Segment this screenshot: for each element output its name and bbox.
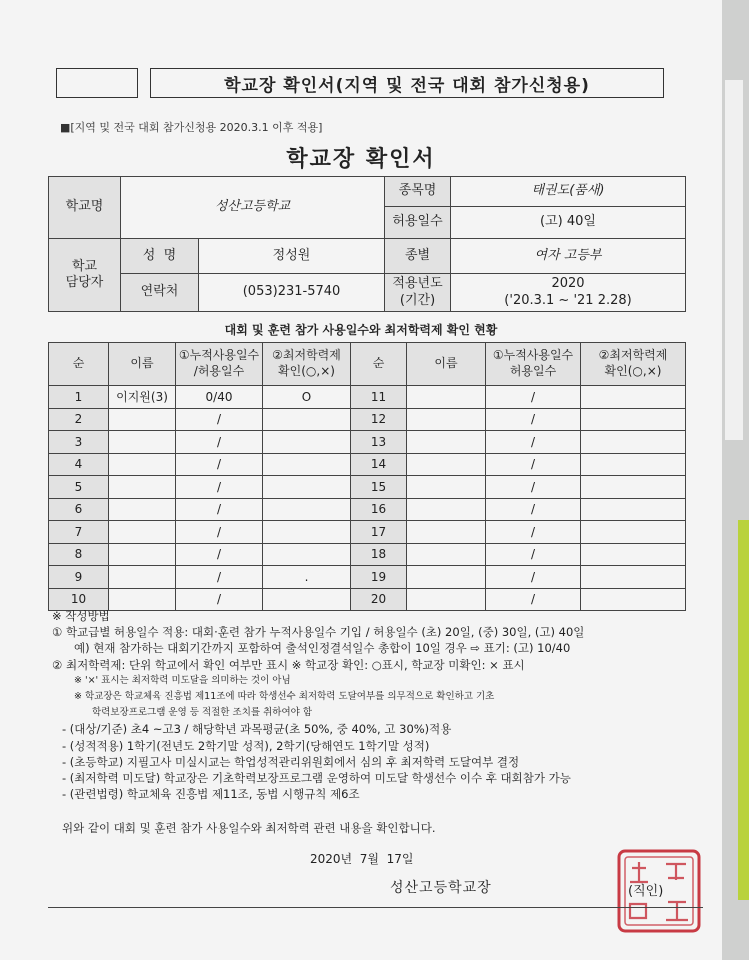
usage-days: / bbox=[176, 543, 263, 566]
student-name bbox=[109, 566, 176, 589]
academic-check: . bbox=[263, 566, 351, 589]
col-check-right-line2: 확인(○,×) bbox=[604, 364, 662, 378]
principal-signature: 성산고등학교장 bbox=[390, 880, 492, 896]
student-name bbox=[407, 498, 486, 521]
col-check-right-line1: ②최저학력제 bbox=[598, 348, 668, 363]
row-number: 19 bbox=[351, 566, 407, 589]
academic-check: O bbox=[263, 386, 351, 409]
row-number: 4 bbox=[49, 453, 109, 476]
student-name bbox=[407, 408, 486, 431]
note-7: - (초등학교) 지필고사 미실시교는 학업성적관리위원회에서 심의 후 최저학력 도달여부 결정 bbox=[62, 754, 520, 769]
col-usage-left bbox=[176, 343, 263, 386]
year-value bbox=[451, 274, 686, 312]
row-number: 3 bbox=[49, 431, 109, 454]
table-row bbox=[49, 543, 686, 566]
academic-check bbox=[581, 386, 686, 409]
note-1a: ① 학교급별 허용일수 적용: 대회·훈련 참가 누적사용일수 기입 / 허용일수 (초) 20일, (중) 30일, (고) 40일 bbox=[52, 625, 585, 640]
usage-days: / bbox=[176, 566, 263, 589]
usage-days: / bbox=[486, 498, 581, 521]
banner-title: 학교장 확인서(지역 및 전국 대회 참가신청용) bbox=[150, 68, 664, 98]
confirmation-text: 위와 같이 대회 및 훈련 참가 사용일수와 최저학력 관련 내용을 확인합니다. bbox=[62, 821, 436, 835]
school-name-value: 성산고등학교 bbox=[121, 177, 385, 239]
year-label-line2: (기간) bbox=[399, 292, 436, 308]
contact-label-line2: 담당자 bbox=[65, 275, 104, 290]
year-label bbox=[385, 274, 451, 312]
usage-days: / bbox=[486, 543, 581, 566]
note-9: - (관련법령) 학교체육 진흥법 제11조, 동법 시행규칙 제6조 bbox=[62, 787, 360, 802]
usage-days: / bbox=[486, 431, 581, 454]
usage-days: / bbox=[486, 521, 581, 544]
academic-check bbox=[581, 431, 686, 454]
issue-date: 2020년 7월 17일 bbox=[310, 852, 414, 866]
col-usage-right-line1: ①누적사용일수 bbox=[492, 348, 574, 363]
table-row bbox=[49, 431, 686, 454]
row-number: 9 bbox=[49, 566, 109, 589]
row-number: 12 bbox=[351, 408, 407, 431]
student-name bbox=[109, 498, 176, 521]
page-edge-white bbox=[725, 80, 743, 440]
usage-days: 0/40 bbox=[176, 386, 263, 409]
academic-check bbox=[263, 498, 351, 521]
col-usage-right bbox=[486, 343, 581, 386]
row-number: 17 bbox=[351, 521, 407, 544]
student-name bbox=[407, 453, 486, 476]
event-label: 종목명 bbox=[385, 177, 451, 207]
note-3: ※ '×' 표시는 최저학력 미도달을 의미하는 것이 아님 bbox=[74, 674, 291, 686]
row-number: 8 bbox=[49, 543, 109, 566]
col-name-right: 이름 bbox=[407, 343, 486, 386]
academic-check bbox=[581, 476, 686, 499]
row-number: 20 bbox=[351, 588, 407, 611]
seal-label: (직인) bbox=[628, 884, 664, 899]
usage-days: / bbox=[176, 498, 263, 521]
student-name bbox=[407, 543, 486, 566]
student-name bbox=[109, 476, 176, 499]
usage-days: / bbox=[176, 431, 263, 454]
student-name bbox=[407, 386, 486, 409]
col-usage-right-line2: 허용일수 bbox=[509, 364, 557, 378]
student-name bbox=[407, 476, 486, 499]
category-label: 종별 bbox=[385, 239, 451, 274]
row-number: 5 bbox=[49, 476, 109, 499]
academic-check bbox=[581, 408, 686, 431]
usage-days: / bbox=[176, 476, 263, 499]
phone-label: 연락처 bbox=[121, 274, 199, 312]
col-no-left: 순 bbox=[49, 343, 109, 386]
col-check-left-line1: ②최저학력제 bbox=[272, 348, 341, 363]
year-value-line1: 2020 bbox=[551, 276, 585, 292]
school-info-table bbox=[48, 176, 686, 312]
col-name-left: 이름 bbox=[109, 343, 176, 386]
academic-check bbox=[581, 453, 686, 476]
usage-days: / bbox=[486, 408, 581, 431]
note-2: ② 최저학력제: 단위 학교에서 확인 여부만 표시 ※ 학교장 확인: ○표시, 학교장 미확인: × 표시 bbox=[52, 657, 525, 672]
academic-check bbox=[581, 543, 686, 566]
student-name: 이지원(3) bbox=[109, 386, 176, 409]
participation-table bbox=[48, 342, 686, 611]
applicability-note: ■[지역 및 전국 대회 참가신청용 2020.3.1 이후 적용] bbox=[60, 121, 323, 134]
student-name bbox=[407, 566, 486, 589]
usage-days: / bbox=[176, 588, 263, 611]
col-check-left bbox=[263, 343, 351, 386]
event-value: 태권도(품새) bbox=[451, 177, 686, 207]
usage-days: / bbox=[486, 588, 581, 611]
table-row bbox=[49, 453, 686, 476]
note-8: - (최저학력 미도달) 학교장은 기초학력보장프로그램 운영하여 미도달 학생선수 이수 후 대회참가 가능 bbox=[62, 771, 571, 786]
academic-check bbox=[263, 521, 351, 544]
section-title: 대회 및 훈련 참가 사용일수와 최저학력제 확인 현황 bbox=[224, 323, 498, 337]
empty-number-box bbox=[56, 68, 138, 98]
table-row bbox=[49, 476, 686, 499]
student-name bbox=[109, 408, 176, 431]
row-number: 2 bbox=[49, 408, 109, 431]
student-name bbox=[109, 453, 176, 476]
student-name bbox=[109, 543, 176, 566]
bottom-rule bbox=[48, 907, 703, 908]
contact-label-line1: 학교 bbox=[71, 258, 98, 274]
usage-days: / bbox=[176, 453, 263, 476]
col-check-right bbox=[581, 343, 686, 386]
usage-days: / bbox=[486, 386, 581, 409]
academic-check bbox=[263, 408, 351, 431]
student-name bbox=[407, 521, 486, 544]
row-number: 1 bbox=[49, 386, 109, 409]
table-row bbox=[49, 566, 686, 589]
usage-days: / bbox=[486, 453, 581, 476]
row-number: 16 bbox=[351, 498, 407, 521]
document-title: 학교장 확인서 bbox=[286, 147, 436, 172]
academic-check bbox=[263, 453, 351, 476]
name-value: 정성원 bbox=[199, 239, 385, 274]
table-row bbox=[49, 386, 686, 409]
note-4b: 학력보장프로그램 운영 등 적절한 조치를 취하여야 함 bbox=[92, 707, 313, 719]
col-check-left-line2: 확인(○,×) bbox=[278, 364, 335, 378]
category-value: 여자 고등부 bbox=[451, 239, 686, 274]
col-no-right: 순 bbox=[351, 343, 407, 386]
note-6: - (성적적용) 1학기(전년도 2학기말 성적), 2학기(당해연도 1학기말 성적) bbox=[62, 738, 430, 753]
allowed-days-value: (고) 40일 bbox=[451, 207, 686, 239]
academic-check bbox=[263, 476, 351, 499]
name-label: 성 명 bbox=[121, 239, 199, 274]
note-1b: 예) 현재 참가하는 대회기간까지 포함하여 출석인정결석일수 총합이 10일 경우 ⇨ 표기: (고) 10/40 bbox=[74, 641, 571, 656]
usage-days: / bbox=[486, 476, 581, 499]
student-name bbox=[407, 431, 486, 454]
row-number: 6 bbox=[49, 498, 109, 521]
row-number: 11 bbox=[351, 386, 407, 409]
row-number: 15 bbox=[351, 476, 407, 499]
student-name bbox=[109, 431, 176, 454]
academic-check bbox=[581, 566, 686, 589]
year-value-line2: ('20.3.1 ~ '21 2.28) bbox=[504, 292, 632, 308]
contact-person-label bbox=[49, 239, 121, 312]
col-usage-left-line1: ①누적사용일수 bbox=[178, 348, 260, 363]
usage-days: / bbox=[176, 408, 263, 431]
table-row bbox=[49, 408, 686, 431]
student-name bbox=[109, 521, 176, 544]
row-number: 10 bbox=[49, 588, 109, 611]
instructions bbox=[52, 608, 692, 802]
school-name-label: 학교명 bbox=[49, 177, 121, 239]
table-row bbox=[49, 498, 686, 521]
row-number: 14 bbox=[351, 453, 407, 476]
col-usage-left-line2: /허용일수 bbox=[193, 364, 245, 378]
phone-value: (053)231-5740 bbox=[199, 274, 385, 312]
academic-check bbox=[581, 521, 686, 544]
academic-check bbox=[581, 498, 686, 521]
row-number: 18 bbox=[351, 543, 407, 566]
table-row bbox=[49, 521, 686, 544]
academic-check bbox=[263, 431, 351, 454]
row-number: 7 bbox=[49, 521, 109, 544]
page-edge-green bbox=[738, 520, 749, 900]
row-number: 13 bbox=[351, 431, 407, 454]
usage-days: / bbox=[486, 566, 581, 589]
allowed-days-label: 허용일수 bbox=[385, 207, 451, 239]
academic-check bbox=[263, 543, 351, 566]
note-5: - (대상/기준) 초4 ~고3 / 해당학년 과목평균(초 50%, 중 40%, 고 30%)적용 bbox=[62, 722, 452, 737]
note-4a: ※ 학교장은 학교체육 진흥법 제11조에 따라 학생선수 최저학력 도달여부를 의무적으로 확인하고 기초 bbox=[74, 691, 495, 703]
year-label-line1: 적용년도 bbox=[392, 276, 443, 292]
usage-days: / bbox=[176, 521, 263, 544]
notes-heading: ※ 작성방법 bbox=[52, 609, 110, 623]
